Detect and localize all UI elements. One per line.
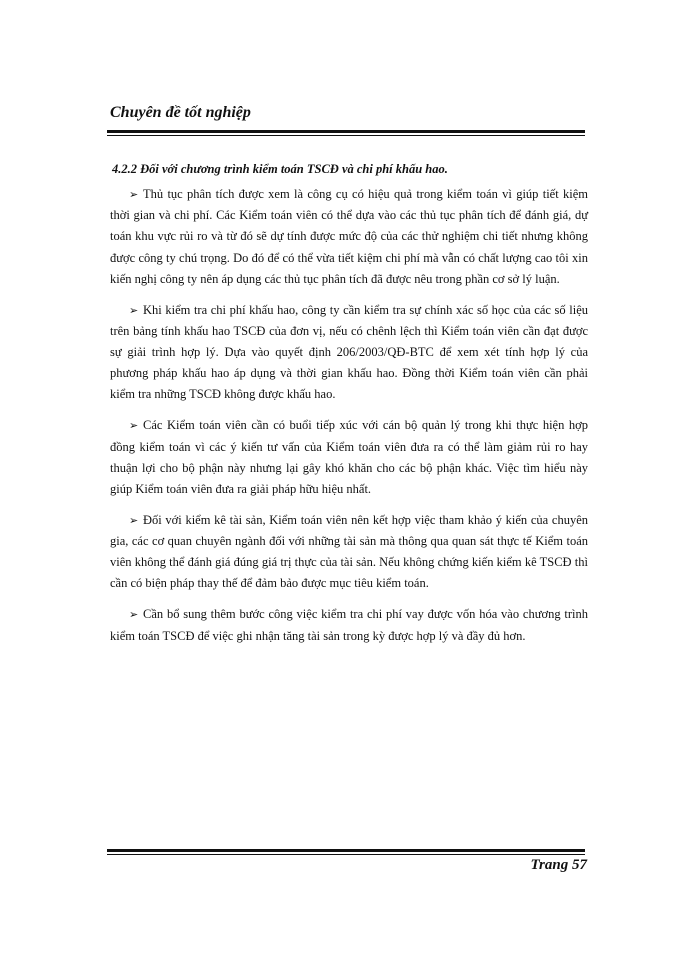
page-header-title: Chuyên đề tốt nghiệp — [110, 104, 251, 121]
arrow-bullet-icon: ➢ — [129, 419, 139, 433]
arrow-bullet-icon: ➢ — [129, 188, 139, 202]
header-divider-thin — [107, 135, 585, 136]
paragraph-text: Đối với kiểm kê tài sản, Kiểm toán viên nên kết hợp việc tham khảo ý kiến của chuyên gia, các cơ quan chuyên ngành đối với những tài sản mà thông qua quan sát thực tế Kiểm toán viên không thể đánh giá đúng giá trị thực của tài sản. Nếu không chứng kiến kiểm kê TSCĐ thì cần có biện pháp thay thế để đảm bảo được mục tiêu kiểm toán. — [110, 512, 588, 591]
section-heading: 4.2.2 Đối với chương trình kiểm toán TSCĐ và chi phí khấu hao. — [112, 162, 448, 176]
document-body — [110, 160, 588, 657]
paragraph-text: Khi kiểm tra chi phí khấu hao, công ty cần kiểm tra sự chính xác số học của các số liệu trên bảng tính khấu hao TSCĐ của đơn vị, nếu có chênh lệch thì Kiểm toán viên cần đạt được sự giải trình hợp lý. Dựa vào quyết định 206/2003/QĐ-BTC để xem xét tính hợp lý của phương pháp khấu hao áp dụng và thời gian khấu hao. Đồng thời Kiểm toán viên cần phải kiểm tra những TSCĐ không được khấu hao. — [110, 302, 588, 402]
bullet-paragraph-5 — [110, 604, 588, 646]
footer-divider-thick — [107, 849, 585, 852]
paragraph-text: Thủ tục phân tích được xem là công cụ có hiệu quả trong kiểm toán vì giúp tiết kiệm thời gian và chi phí. Các Kiểm toán viên có thể dựa vào các thủ tục phân tích để đánh giá, dự toán khu vực rủi ro và từ đó sẽ dự tính được mức độ của các thử nghiệm chi tiết nhưng không được công ty chú trọng. Do đó để có thể vừa tiết kiệm chi phí mà vẫn có chất lượng cao tôi xin kiến nghị công ty nên áp dụng các thủ tục phân tích đã được nêu trong phần cơ sở lý luận. — [110, 187, 588, 286]
arrow-bullet-icon: ➢ — [129, 303, 139, 317]
bullet-paragraph-1 — [110, 184, 588, 290]
page-number: Trang 57 — [530, 857, 587, 873]
arrow-bullet-icon: ➢ — [129, 513, 139, 527]
arrow-bullet-icon: ➢ — [129, 608, 139, 622]
bullet-paragraph-3 — [110, 415, 588, 500]
paragraph-text: Cần bổ sung thêm bước công việc kiểm tra chi phí vay được vốn hóa vào chương trình kiểm toán TSCĐ để việc ghi nhận tăng tài sản trong kỳ được hợp lý và đầy đủ hơn. — [110, 607, 588, 643]
bullet-paragraph-4 — [110, 510, 588, 595]
footer-divider-thin — [107, 854, 585, 855]
paragraph-text: Các Kiểm toán viên cần có buổi tiếp xúc với cán bộ quản lý trong khi thực hiện hợp đồng kiểm toán vì các ý kiến tư vấn của Kiểm toán viên đưa ra có thể làm giảm rủi ro hay thuận lợi cho bộ phận này nhưng lại gây khó khăn cho các bộ phận khác. Việc tìm hiểu này giúp Kiểm toán viên đưa ra giải pháp hữu hiệu nhất. — [110, 418, 588, 496]
bullet-paragraph-2 — [110, 300, 588, 406]
header-divider-thick — [107, 130, 585, 133]
